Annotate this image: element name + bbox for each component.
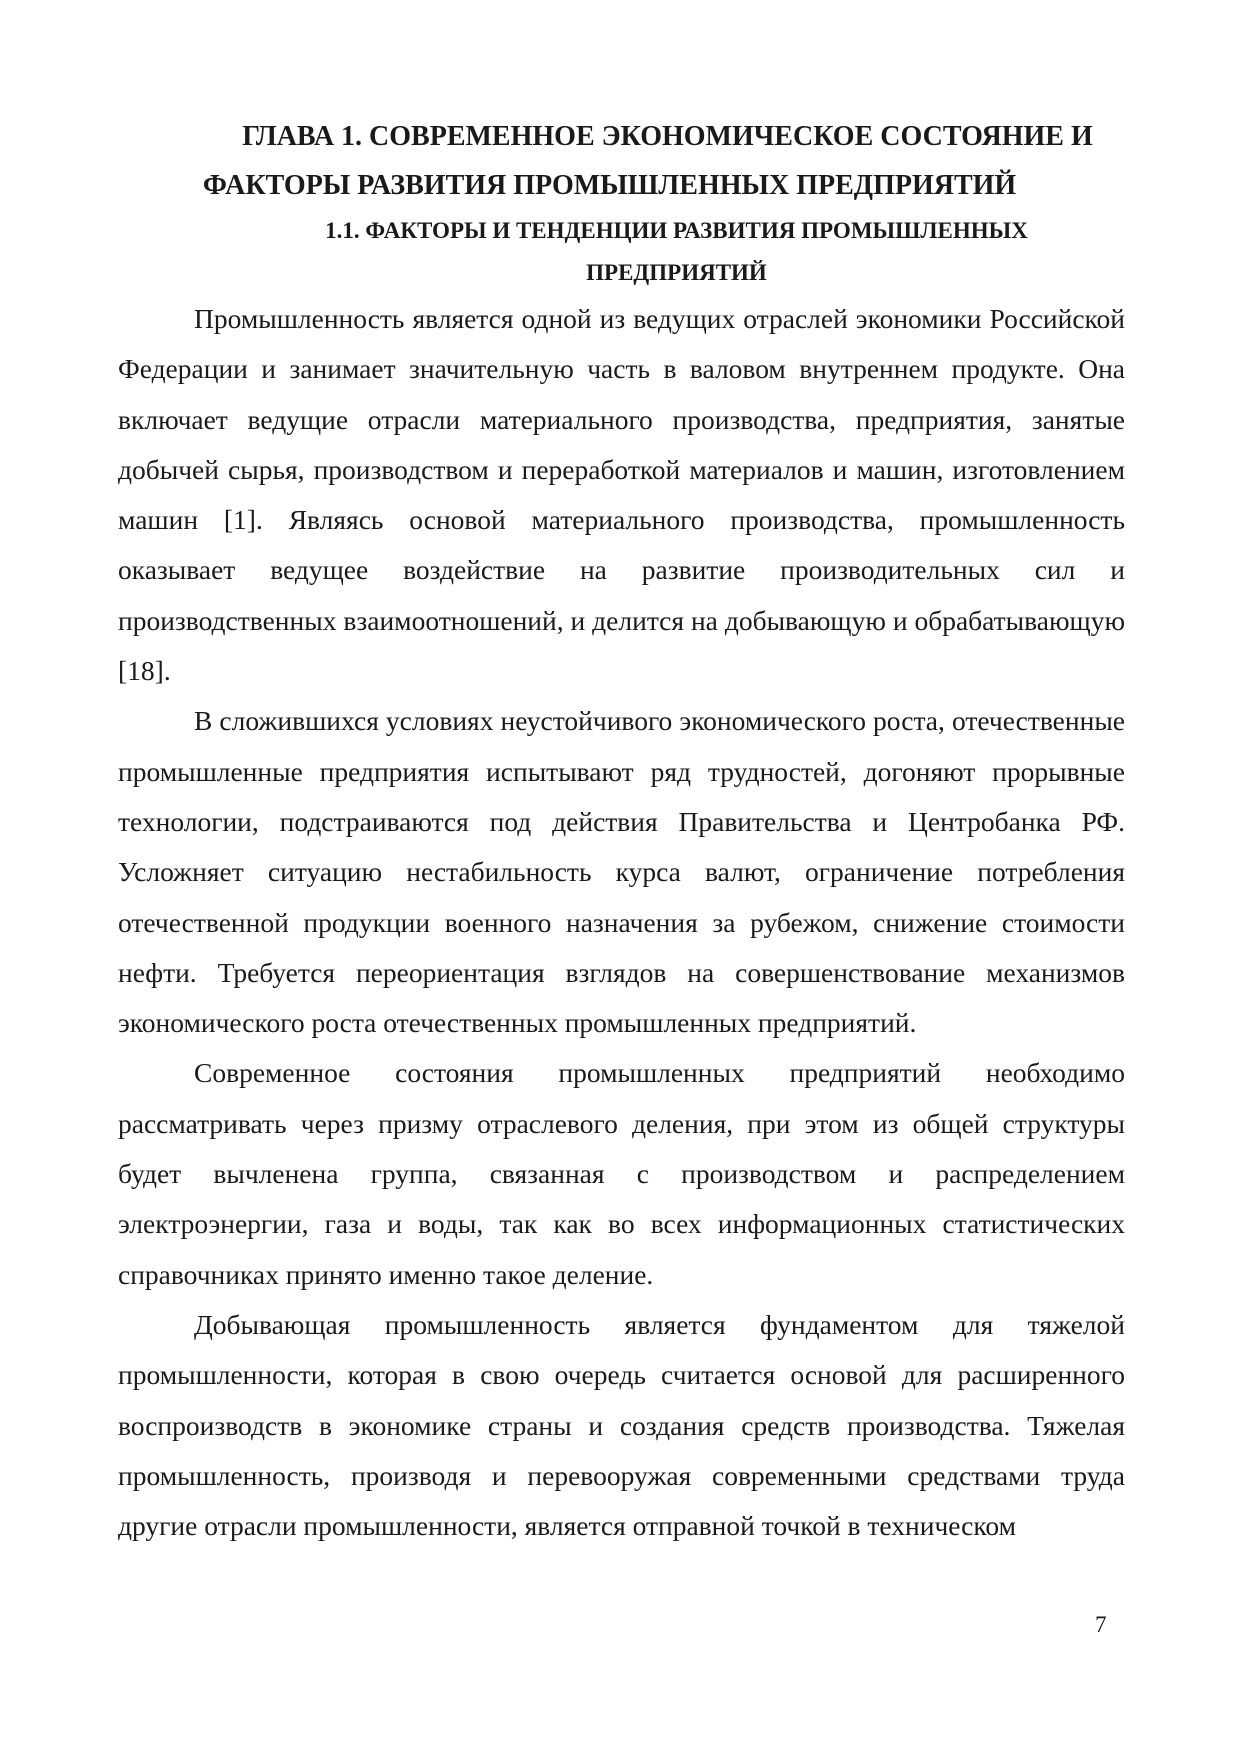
chapter-title xyxy=(118,112,1125,210)
page-number: 7 xyxy=(1095,1612,1107,1637)
paragraph: Добывающая промышленность является фундаментом для тяжелой промышленности, которая в свою очередь считается основой для расширенного воспроизводств в экономике страны и создания средств производства. Тяжелая промышленность, производя и перевооружая современными средствами труда другие отрасли промышленности, является отправной точкой в техническом xyxy=(118,1308,1125,1542)
section-title xyxy=(118,210,1125,294)
section-title-line-2: ПРЕДПРИЯТИЙ xyxy=(586,260,767,285)
chapter-title-line-1: ГЛАВА 1. СОВРЕМЕННОЕ ЭКОНОМИЧЕСКОЕ СОСТОЯНИЕ И xyxy=(242,121,1093,152)
document-page xyxy=(118,112,1125,1551)
paragraph: В сложившихся условиях неустойчивого экономического роста, отечественные промышленные предприятия испытывают ряд трудностей, догоняют прорывные технологии, подстраиваются под действия Правительства и Центробанка РФ. Усложняет ситуацию нестабильность курса валют, ограничение потребления отечественной продукции военного назначения за рубежом, снижение стоимости нефти. Требуется переориентация взглядов на совершенствование механизмов экономического роста отечественных промышленных предприятий. xyxy=(118,705,1125,1039)
paragraph: Промышленность является одной из ведущих отраслей экономики Российской Федерации и занимает значительную часть в валовом внутреннем продукте. Она включает ведущие отрасли материального производства, предприятия, занятые добычей сырья, производством и переработкой материалов и машин, изготовлением машин [1]. Являясь основой материального производства, промышленность оказывает ведущее воздействие на развитие производительных сил и производственных взаимоотношений, и делится на добывающую и обрабатывающую [18]. xyxy=(118,303,1125,687)
section-title-line-1: 1.1. ФАКТОРЫ И ТЕНДЕНЦИИ РАЗВИТИЯ ПРОМЫШЛЕННЫХ xyxy=(325,218,1028,243)
chapter-title-line-2: ФАКТОРЫ РАЗВИТИЯ ПРОМЫШЛЕННЫХ ПРЕДПРИЯТИЙ xyxy=(202,170,1017,201)
paragraph: Современное состояния промышленных предприятий необходимо рассматривать через призму отраслевого деления, при этом из общей структуры будет вычленена группа, связанная с производством и распределением электроэнергии, газа и воды, так как во всех информационных статистических справочниках принято именно такое деление. xyxy=(118,1057,1125,1290)
